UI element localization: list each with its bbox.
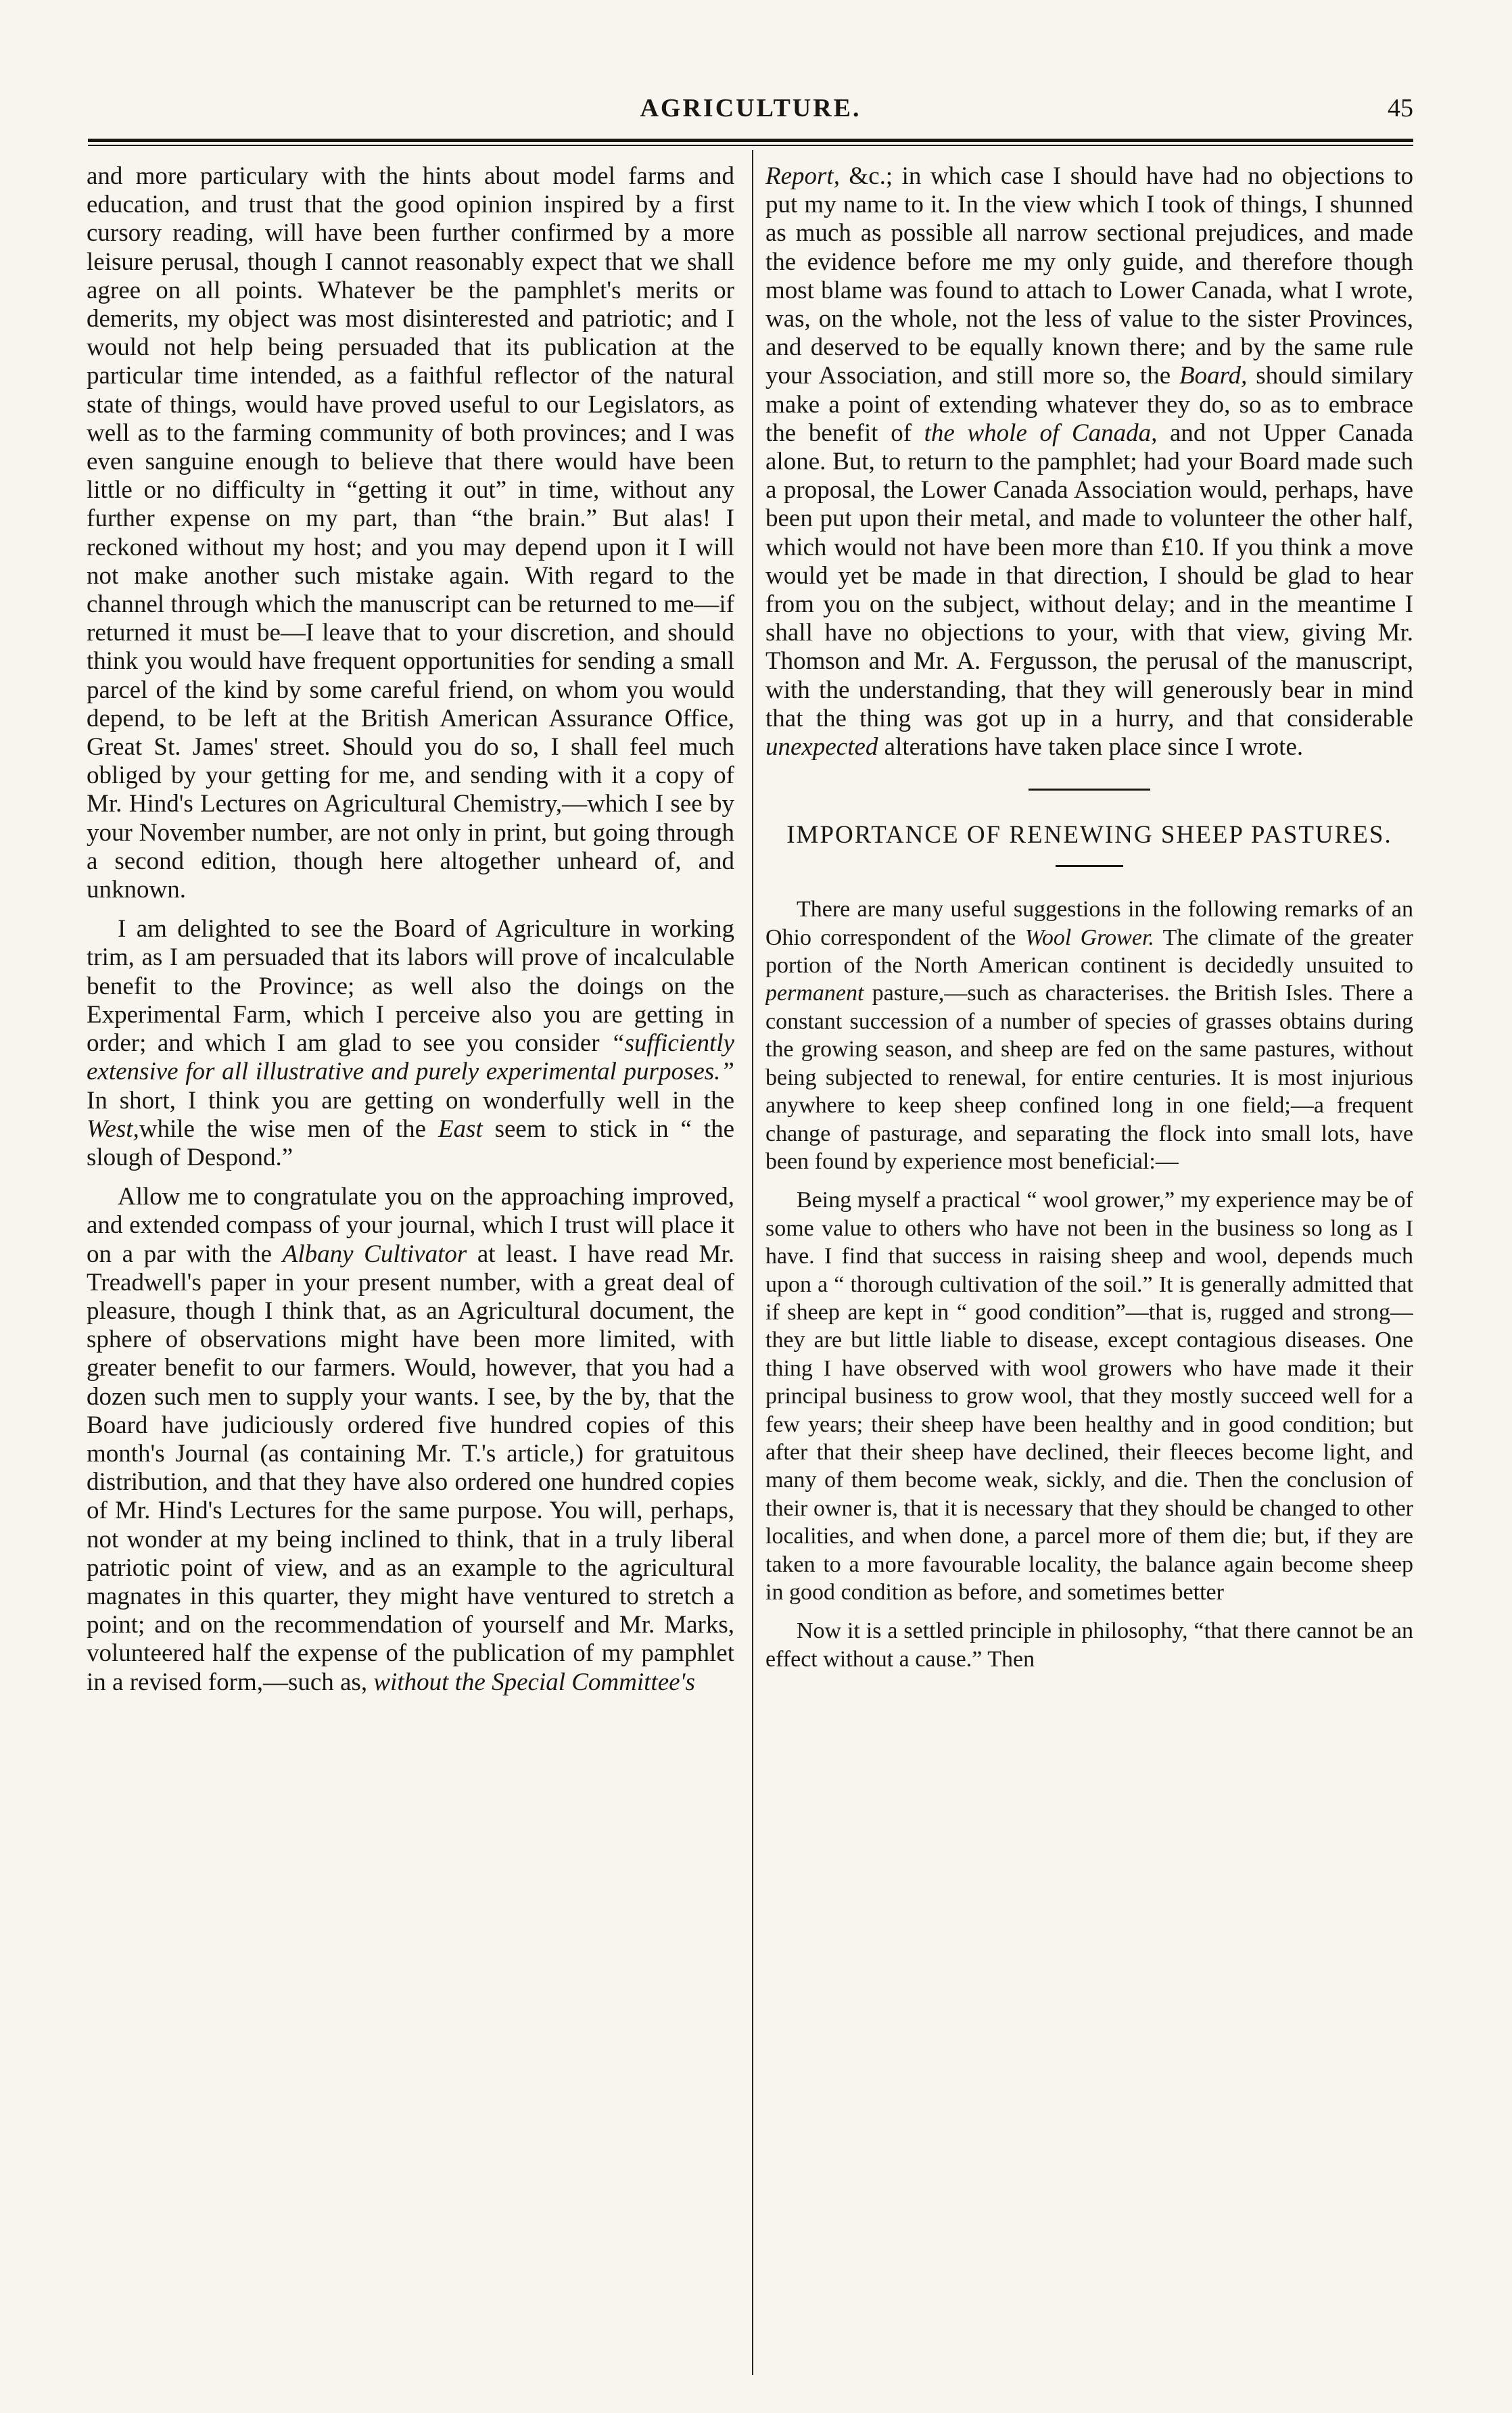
right-paragraph-4: Now it is a settled principle in philosophy, “that there cannot be an effect without a cause.” Then [765,1618,1413,1672]
text-run: and not Upper Canada alone. But, to return to the pamphlet; had your Board made such a proposal, the Lower Canada Association would, perhaps, have been put upon their metal, and made to volunteer the other half, which would not have been more than £10. If you think a move would yet be made in that direction, I should be glad to hear from you on the subject, without delay; and in the meantime I shall have no objections to your, with that view, giving Mr. Thomson and Mr. A. Fergusson, the perusal of the manuscript, with the understanding, that they will generously bear in mind that the thing was got up in a hurry, and that considerable [765,419,1413,732]
text-run: pasture,—such as characterises. the British Isles. There a constant succession of a number of species of grasses obtains during the growing season, and sheep are fed on the same pastures, without being subjected to renewal, for entire centuries. It is most injurious anywhere to keep sheep confined long in one field;—a frequent change of pasturage, and separating the flock into small lots, have been found by experience most beneficial:— [765,981,1413,1174]
italic-report: Report, [765,162,840,190]
header-rule-thick [88,139,1413,142]
text-run: alterations have taken place since I wrote. [878,733,1304,762]
italic-special-committee: without the Special Committee's [373,1668,695,1696]
italic-board: Board, [1179,362,1248,390]
italic-quote: “sufficiently extensive for all illustrative and purely experimental purposes.” [87,1029,734,1086]
text-run: at least. I have read Mr. Treadwell's paper in your present number, with a great deal of pleasure, though I think that, as an Agricultural document, the sphere of observations might have been more limited, with greater benefit to our farmers. Would, however, that you had a dozen such men to supply your wants. I see, by the by, that the Board have judiciously ordered five hundred copies of this month's Journal (as containing Mr. T.'s article,) for gratuitous distribution, and that they have also ordered one hundred copies of Mr. Hind's Lectures for the same purpose. You will, perhaps, not wonder at my being inclined to think, that in a truly liberal patriotic point of view, and as an example to the agricultural magnates in this quarter, they might have ventured to stretch a point; and on the recommendation of yourself and Mr. Marks, volunteered half the expense of the publication of my pamphlet in a revised form,—such as, [87,1240,734,1696]
column-divider [752,150,753,2375]
left-paragraph-1: and more particulary with the hints about model farms and education, and trust that the good opinion inspired by a first cursory reading, will have been further confirmed by a more leisure perusal, though I cannot reasonably expect that we shall agree on all points. Whatever be the pamphlet's merits or demerits, my object was most disinterested and patriotic; and I would not help being persuaded that its publication at the particular time intended, as a faithful reflector of the natural state of things, would have proved useful to our Legislators, as well as to the farming community of both provinces; and I was even sanguine enough to believe that there would have been little or no difficulty in “getting it out” in time, without any further expense on my part, than “the brain.” But alas! I reckoned without my host; and you may depend upon it I will not make another such mistake again. With regard to the channel through which the manuscript can be returned to me—if returned it must be—I leave that to your discretion, and should think you would have frequent opportunities for sending a small parcel of the kind by some careful friend, on whom you would depend, to be left at the British American Assurance Office, Great St. James' street. Should you do so, I shall feel much obliged by your getting for me, and sending with it a copy of Mr. Hind's Lectures on Agricultural Chemistry,—which I see by your November number, are not only in print, but going through a second edition, though here altogether unheard of, and unknown. [87,162,734,904]
running-title: AGRICULTURE. [640,94,861,122]
italic-west: West, [87,1115,139,1143]
section-heading: IMPORTANCE OF RENEWING SHEEP PASTURES. [786,821,1392,849]
text-run: seem to stick in “ the slough of Despond.” [87,1115,734,1171]
page-number: 45 [1388,94,1413,122]
italic-east: East [438,1115,483,1143]
italic-wool-grower: Wool Grower. [1024,924,1154,950]
text-run: &c.; in which case I should have had no objections to put my name to it. In the view which I took of things, I shunned as much as possible all narrow sectional prejudices, and made the evidence before me my only guide, and therefore though most blame was found to attach to Lower Canada, what I wrote, was, on the whole, not the less of value to the sister Provinces, and deserved to be equally known there; and by the same rule your Association, and still more so, the [765,162,1413,390]
text-run: In short, I think you are getting on wonderfully well in the [87,1086,734,1115]
italic-whole-of-canada: the whole of Canada, [924,419,1158,447]
right-column [765,162,1413,2387]
text-run: The climate of the greater portion of the North American continent is decidedly unsuited to [765,924,1413,979]
right-paragraph-1 [765,162,1413,762]
left-paragraph-3 [87,1183,734,1697]
heading-underline-rule [1056,865,1123,867]
right-paragraph-2 [765,895,1413,1175]
text-run: There are many useful suggestions in the following remarks of an Ohio correspondent of the [765,897,1413,950]
italic-albany-cultivator: Albany Cultivator [282,1240,467,1268]
text-run: Allow me to congratulate you on the approaching improved, and extended compass of your journal, which I trust will place it on a par with the [87,1183,734,1268]
right-paragraph-3: Being myself a practical “ wool grower,” my experience may be of some value to others who have not been in the business so long as I have. I find that success in raising sheep and wool, depends much upon a “ thorough cultivation of the soil.” It is generally admitted that if sheep are kept in “ good condition”—that is, rugged and strong—they are but little liable to disease, except contagious diseases. One thing I have observed with wool growers who have made it their principal business to grow wool, that they mostly succeed well for a few years; their sheep have been healthy and in good condition; but after that their sheep have declined, their fleeces become light, and many of them become weak, sickly, and die. Then the conclusion of their owner is, that it is necessary that they should be changed to other localities, and when done, a parcel more of them die; but, if they are taken to a more favourable locality, the balance again become sheep in good condition as before, and sometimes better [765,1188,1413,1606]
italic-permanent: permanent [765,981,864,1006]
header-rule-thin [88,145,1413,146]
text-run: I am delighted to see the Board of Agriculture in working trim, as I am persuaded that its labors will prove of incalculable benefit to the Province; as well also the doings on the Experimental Farm, which I perceive also you are getting in order; and which I am glad to see you consider [87,915,734,1058]
text-run: while the wise men of the [139,1115,438,1143]
left-column [87,162,734,2387]
italic-unexpected: unexpected [765,733,878,762]
text-run: should similary make a point of extending whatever they do, so as to embrace the benefit of [765,362,1413,447]
page-header [88,89,1413,137]
section-divider-rule [1029,789,1150,791]
left-paragraph-2 [87,915,734,1172]
